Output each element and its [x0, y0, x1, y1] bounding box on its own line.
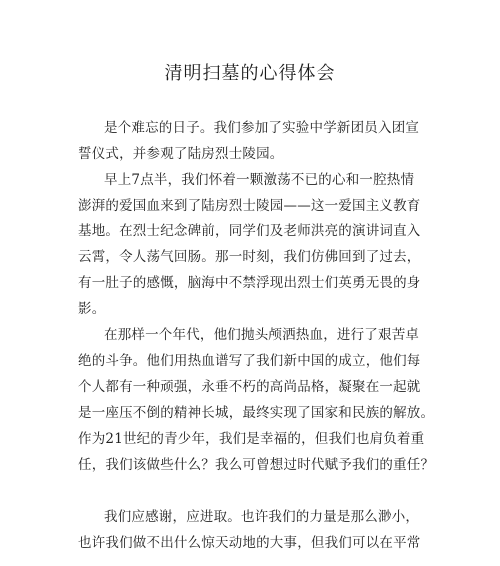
document-title: 清明扫墓的心得体会 [164, 63, 336, 84]
paragraph-line: 个人都有一种顽强，永垂不朽的高尚品格，凝聚在一起就 [78, 379, 421, 395]
paragraph-line: 是一座压不倒的精神长城，最终实现了国家和民族的解放。 [78, 405, 435, 421]
paragraph-line: 云霄，令人荡气回肠。那一时刻，我们仿佛回到了过去， [78, 249, 421, 265]
paragraph-line: 也许我们做不出什么惊天动地的大事，但我们可以在平常 [78, 535, 421, 551]
paragraph-line: 基地。在烈士纪念碑前，同学们及老师洪亮的演讲词直入 [78, 223, 421, 239]
paragraph-line: 有一肚子的感慨，脑海中不禁浮现出烈士们英勇无畏的身 [78, 275, 421, 291]
paragraph-line: 作为21世纪的青少年，我们是幸福的，但我们也肩负着重 [78, 431, 425, 447]
paragraph-line: 绝的斗争。他们用热血谱写了我们新中国的成立，他们每 [78, 353, 421, 369]
paragraph-line: 在那样一个年代，他们抛头颅洒热血，进行了艰苦卓 [104, 327, 420, 343]
paragraph-line: 影。 [78, 301, 106, 317]
paragraph-line: 任，我们该做些什么？我么可曾想过时代赋予我们的重任？ [78, 457, 435, 473]
paragraph-line: 我们应感谢，应进取。也许我们的力量是那么渺小， [104, 509, 420, 525]
paragraph-line: 誓仪式，并参观了陆房烈士陵园。 [78, 146, 284, 162]
paragraph-line: 澎湃的爱国血来到了陆房烈士陵园——这一爱国主义教育 [78, 198, 421, 214]
paragraph-line: 早上7点半，我们怀着一颗激荡不已的心和一腔热情 [104, 172, 415, 188]
paragraph-line: 是个难忘的日子。我们参加了实验中学新团员入团宣 [104, 120, 420, 136]
